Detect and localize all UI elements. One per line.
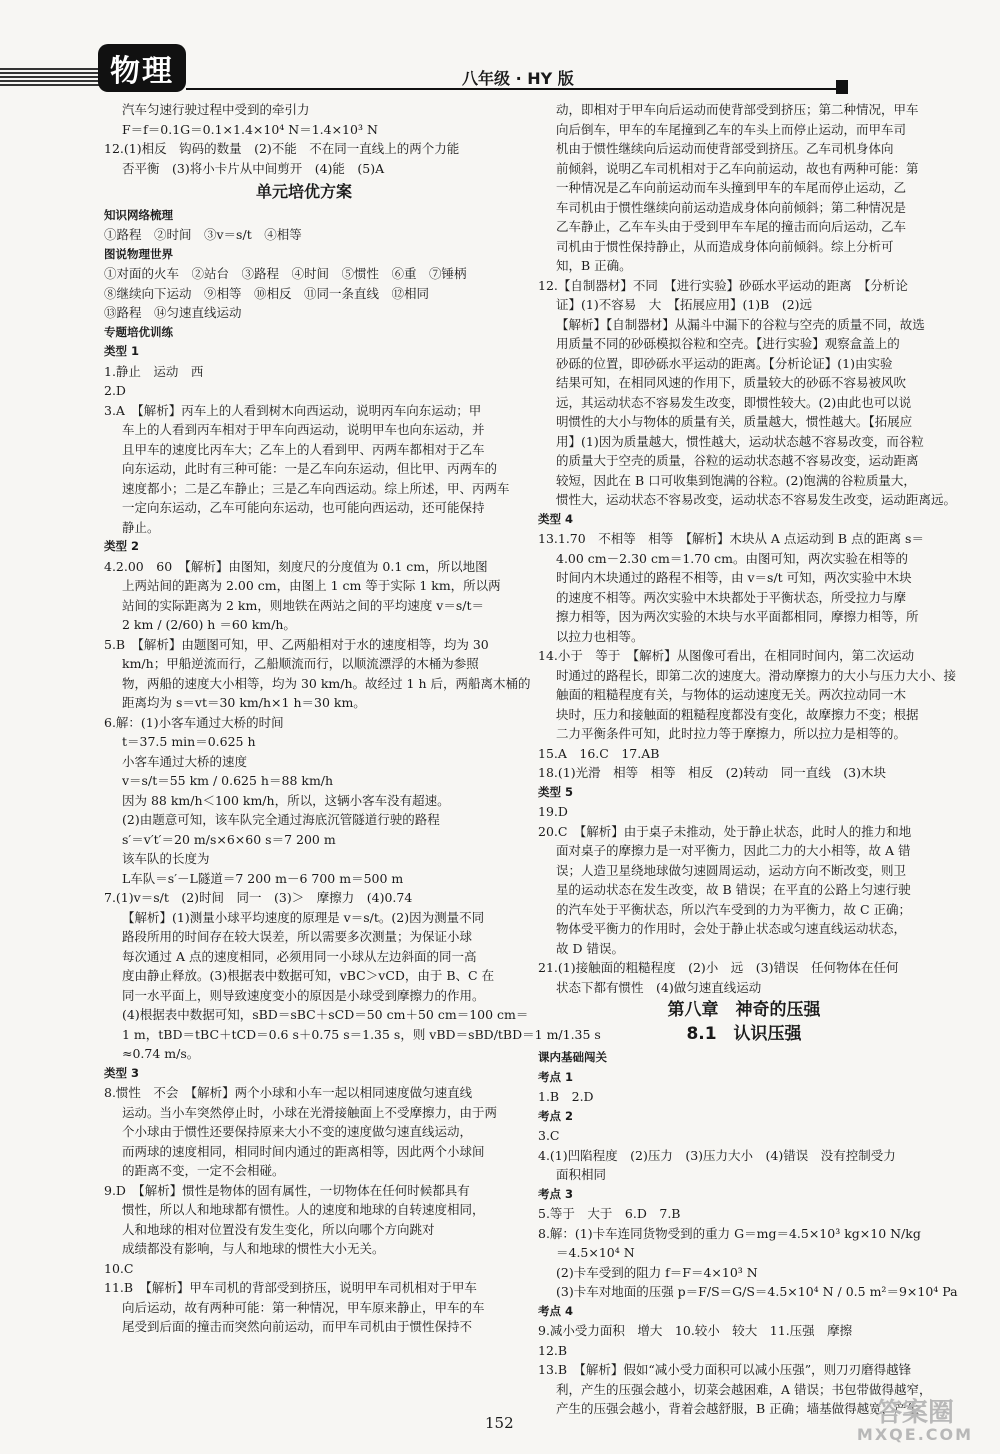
answer-line: km/h；甲船逆流而行，乙船顺流而行，以顺流漂浮的木桶为参照 xyxy=(122,656,479,671)
subject-logo: 物理 xyxy=(98,44,186,92)
section-heading: 考点 4 xyxy=(538,1303,574,1318)
answer-line: ①路程 ②时间 ③v＝s/t ④相等 xyxy=(104,227,302,242)
answer-line: 的距离不变，一定不会相碰。 xyxy=(122,1163,285,1178)
answer-line: 司机由于惯性保持静止，从而造成身体向前倾斜。综上分析可 xyxy=(556,238,894,254)
answer-line: 1 m，tBD＝tBC＋tCD＝0.6 s＋0.75 s＝1.35 s，则 vBD＝sBD/tBD＝1 m/1.35 s xyxy=(122,1026,601,1042)
section-heading: 类型 1 xyxy=(104,344,140,358)
answer-line: (2)由题意可知，该车队完全通过海底沉管隧道行驶的路程 xyxy=(122,812,440,827)
answer-line: 10.C xyxy=(104,1260,134,1276)
answer-line: 1.静止 运动 西 xyxy=(104,363,204,379)
answer-line: 误；人造卫星绕地球做匀速圆周运动，运动方向不断改变，则卫 xyxy=(556,862,907,878)
answer-line: v＝s/t＝55 km / 0.625 h＝88 km/h xyxy=(122,773,334,788)
answer-line: 路段所用的时间存在较大误差，所以需要多次测量；为保证小球 xyxy=(122,929,473,944)
answer-line: 8.解：(1)卡车连同货物受到的重力 G＝mg＝4.5×10³ kg×10 N/kg xyxy=(538,1225,921,1241)
answer-line: 向东运动，此时有三种可能：一是乙车向东运动，但比甲、丙两车的 xyxy=(122,461,498,476)
answer-line: 成绩都没有影响，与人和地球的惯性大小无关。 xyxy=(122,1241,385,1256)
answer-line: 每次通过 A 点的速度相同，必须用同一小球从左边斜面的同一高 xyxy=(122,948,477,964)
answer-line: 触面的粗糙程度有关，与物体的运动速度无关。两次拉动同一木 xyxy=(556,687,907,702)
grade-label: 八年级 · HY 版 xyxy=(462,69,574,88)
answer-line: 14.小于 等于 【解析】从图像可看出，在相同时间内，第二次运动 xyxy=(538,648,915,663)
section-heading: 考点 3 xyxy=(538,1186,574,1201)
answer-line: 的质量大于空壳的质量，谷粒的运动状态越不容易改变，运动距离 xyxy=(556,453,919,468)
section-heading: 考点 1 xyxy=(538,1069,574,1084)
answer-line: 且甲车的速度比丙车大；乙车上的人看到甲、丙两车都相对于乙车 xyxy=(122,441,485,457)
answer-line: 物，两船的速度大小相等，均为 30 km/h。故经过 1 h 后，两船离木桶的 xyxy=(122,675,531,691)
answer-line: 12.(1)相反 钩码的数量 (2)不能 不在同一直线上的两个力能 xyxy=(104,141,460,156)
page-header xyxy=(0,0,1000,100)
answer-line: 2 km / (2/60) h ＝60 km/h。 xyxy=(122,617,296,632)
answer-line: 13.B 【解析】假如“减小受力面积可以减小压强”，则刀刃磨得越锋 xyxy=(538,1362,912,1377)
answer-line: 静止。 xyxy=(122,519,160,535)
answer-line: 机由于惯性继续向后运动而使背部受到挤压。乙车司机身体向 xyxy=(556,141,894,156)
answer-line: L车队＝s′－L隧道＝7 200 m－6 700 m＝500 m xyxy=(122,870,404,886)
answer-line: 【解析】【自制器材】从漏斗中漏下的谷粒与空壳的质量不同，故选 xyxy=(556,316,925,332)
section-heading: 课内基础闯关 xyxy=(538,1050,607,1064)
answer-line: ①对面的火车 ②站台 ③路程 ④时间 ⑤惯性 ⑥重 ⑦锤柄 xyxy=(104,266,467,281)
answer-line: 速度都小；二是乙车静止；三是乙车向西运动。综上所述，甲、丙两车 xyxy=(122,480,510,496)
answer-line: 车司机由于惯性继续向前运动造成身体向前倾斜；第二种情况是 xyxy=(556,199,907,215)
answer-line: 利，产生的压强会越小，切菜会越困难，A 错误；书包带做得越窄， xyxy=(556,1381,932,1397)
answer-line: 较短，因此在 B 口可收集到饱满的谷粒。(2)饱满的谷粒质量大， xyxy=(556,472,916,488)
answer-line: 面积相同 xyxy=(556,1167,607,1182)
answer-line: 4.00 cm－2.30 cm＝1.70 cm。由图可知，两次实验在相等的 xyxy=(556,550,908,566)
answer-line: 5.等于 大于 6.D 7.B xyxy=(538,1206,681,1221)
answer-line: 距离均为 s＝vt＝30 km/h×1 h＝30 km。 xyxy=(122,695,366,710)
answer-line: s′＝v′t′＝20 m/s×6×60 s＝7 200 m xyxy=(122,831,336,847)
answer-line: 12.B xyxy=(538,1342,568,1358)
answer-line: 产生的压强会越小，背着会越舒服，B 正确；墙基做得越宽，产生 xyxy=(556,1401,920,1416)
answer-line: 20.C 【解析】由于桌子未推动，处于静止状态，此时人的推力和地 xyxy=(538,823,912,839)
answer-line: ＝4.5×10⁴ N xyxy=(556,1245,635,1260)
answer-line: 9.减小受力面积 增大 10.较小 较大 11.压强 摩擦 xyxy=(538,1323,853,1338)
answer-line: 二力平衡条件可知，此时拉力等于摩擦力，所以拉力是相等的。 xyxy=(556,726,907,741)
answer-line: t＝37.5 min＝0.625 h xyxy=(122,734,256,749)
answer-line: 用】(1)因为质量越大，惯性越大，运动状态越不容易改变，而谷粒 xyxy=(556,433,924,449)
answer-line: 证】(1)不容易 大 【拓展应用】(1)B (2)远 xyxy=(556,297,813,312)
answer-line: 时通过的路程长，即第二次的速度大。滑动摩擦力的大小与压力大小、接 xyxy=(556,667,957,683)
answer-line: 的汽车处于平衡状态，所以汽车受到的力为平衡力，故 C 正确； xyxy=(556,901,912,917)
answer-line: 车上的人看到丙车相对于甲车向西运动，说明甲车也向东运动，并 xyxy=(122,422,485,437)
answer-line: ⑬路程 ⑭匀速直线运动 xyxy=(104,305,242,320)
answer-line: 前倾斜，说明乙车司机相对于乙车向前运动，故也有两种可能：第 xyxy=(556,160,919,176)
section-heading: 图说物理世界 xyxy=(104,246,173,261)
answer-line: 同一水平面上，则导致速度变小的原因是小球受到摩擦力的作用。 xyxy=(122,987,485,1003)
answer-line: 站间的实际距离为 2 km，则地铁在两站之间的平均速度 v＝s/t＝ xyxy=(122,597,485,613)
answer-line: 4.(1)凹陷程度 (2)压力 (3)压力大小 (4)错误 没有控制受力 xyxy=(538,1147,896,1163)
answer-line: 块时，压力和接触面的粗糙程度都没有变化，故摩擦力不变；根据 xyxy=(556,706,919,722)
answer-line: 2.D xyxy=(104,383,126,398)
answer-line: 以拉力也相等。 xyxy=(556,628,644,644)
answer-line: 擦力相等，因为两次实验的木块与水平面都相同，摩擦力相等，所 xyxy=(556,609,919,624)
section-heading: 专题培优训练 xyxy=(104,324,173,339)
answer-line: (4)根据表中数据可知，sBD＝sBC＋sCD＝50 cm＋50 cm＝100 cm＝ xyxy=(122,1007,529,1022)
answer-line: 3.A 【解析】丙车上的人看到树木向西运动，说明丙车向东运动；甲 xyxy=(104,402,482,418)
answer-line: 12.【自制器材】不同 【进行实验】砂砾水平运动的距离 【分析论 xyxy=(538,277,908,293)
answer-line: 向后倒车，甲车的车尾撞到乙车的车头上而停止运动，而甲车司 xyxy=(556,121,907,137)
answer-line: 远，其运动状态不容易发生改变，即惯性较大。(2)由此也可以说 xyxy=(556,394,912,410)
answer-line: 否平衡 (3)将小卡片从中间剪开 (4)能 (5)A xyxy=(122,160,385,176)
answer-line: 故 D 错误。 xyxy=(556,940,624,956)
answer-line: 6.解：(1)小客车通过大桥的时间 xyxy=(104,714,284,730)
answer-line: (3)卡车对地面的压强 p＝F/S＝G/S＝4.5×10⁴ N / 0.5 m²＝9×10⁴ Pa xyxy=(556,1284,958,1299)
answer-line: 小客车通过大桥的速度 xyxy=(122,753,248,769)
answer-line: 13.1.70 不相等 相等 【解析】木块从 A 点运动到 B 点的距离 s＝ xyxy=(538,531,924,546)
section-heading: 知识网络梳理 xyxy=(104,207,173,222)
answer-line: 19.D xyxy=(538,804,568,819)
answer-line: 3.C xyxy=(538,1128,560,1143)
answer-line: 上两站间的距离为 2.00 cm，由图上 1 cm 等于实际 1 km，所以两 xyxy=(122,578,501,593)
watermark-logo: 答案圈 MXQE.COM xyxy=(856,1398,974,1444)
answer-line: 21.(1)接触面的粗糙程度 (2)小 远 (3)错误 任何物体在任何 xyxy=(538,960,899,975)
answer-line: 状态下都有惯性 (4)做匀速直线运动 xyxy=(556,979,762,995)
section-heading: 单元培优方案 xyxy=(255,182,352,201)
answer-line: 5.B 【解析】由题图可知，甲、乙两船相对于水的速度相等，均为 30 xyxy=(104,636,489,652)
answer-line: 个小球由于惯性还要保持原来大小不变的速度做匀速直线运动， xyxy=(122,1124,473,1139)
answer-line: (2)卡车受到的阻力 f＝F＝4×10³ N xyxy=(556,1264,758,1280)
header-block-mark xyxy=(836,80,848,94)
answer-line: 乙车静止，乙车车头由于受到甲车车尾的撞击而向后运动，乙车 xyxy=(556,219,907,234)
header-stripes xyxy=(0,68,105,88)
answer-line: 的速度不相等。两次实验中木块都处于平衡状态，所受拉力与摩 xyxy=(556,589,907,605)
answer-line: 运动。当小车突然停止时，小球在光滑接触面上不受摩擦力，由于两 xyxy=(122,1104,498,1120)
answer-line: 汽车匀速行驶过程中受到的牵引力 xyxy=(122,102,310,117)
answer-line: 18.(1)光滑 相等 相等 相反 (2)转动 同一直线 (3)木块 xyxy=(538,765,886,780)
answer-line: 一种情况是乙车向前运动而车头撞到甲车的车尾而停止运动，乙 xyxy=(556,180,907,195)
answer-line: 因为 88 km/h＜100 km/h，所以，这辆小客车没有超速。 xyxy=(122,792,450,808)
answer-line: 8.惯性 不会 【解析】两个小球和小车一起以相同速度做匀速直线 xyxy=(104,1085,473,1100)
answer-line: ⑧继续向下运动 ⑨相等 ⑩相反 ⑪同一条直线 ⑫相同 xyxy=(104,285,430,301)
page-number: 152 xyxy=(485,1414,514,1432)
answer-line: 一定向东运动，乙车可能向东运动，也可能向西运动，还可能保持 xyxy=(122,500,485,515)
answer-line: 人和地球的相对位置没有发生变化，所以向哪个方向跳对 xyxy=(122,1221,435,1237)
answer-line: 用质量不同的砂砾模拟谷粒和空壳。【进行实验】观察盒盖上的 xyxy=(556,336,900,351)
answer-line: 明惯性的大小与物体的质量有关，质量越大，惯性越大。【拓展应 xyxy=(556,414,913,429)
answer-line: ≈0.74 m/s。 xyxy=(122,1046,200,1061)
section-heading: 第八章 神奇的压强 xyxy=(667,1000,821,1020)
answer-line: 惯性大，运动状态不容易改变，运动状态不容易发生改变，运动距离远。 xyxy=(556,492,957,507)
section-heading: 类型 5 xyxy=(538,784,574,799)
answer-line: 1.B 2.D xyxy=(538,1089,594,1104)
answer-line: 度由静止释放。(3)根据表中数据可知，vBC＞vCD，由于 B、C 在 xyxy=(122,968,495,983)
section-heading: 类型 4 xyxy=(538,511,574,526)
answer-line: 而两球的速度相同，相同时间内通过的距离相等，因此两个小球间 xyxy=(122,1143,485,1159)
answer-line: 动，即相对于甲车向后运动而使背部受到挤压；第二种情况，甲车 xyxy=(556,102,919,117)
answer-line: 时间内木块通过的路程不相等，由 v＝s/t 可知，两次实验中木块 xyxy=(556,570,912,585)
answer-line: 惯性，所以人和地球都有惯性。人的速度和地球的自转速度相同， xyxy=(122,1202,485,1217)
answer-line: 面对桌子的摩擦力是一对平衡力，因此二力的大小相等，故 A 错 xyxy=(556,843,911,858)
section-heading: 类型 3 xyxy=(104,1065,140,1080)
section-heading: 考点 2 xyxy=(538,1108,574,1123)
answer-line: 结果可知，在相同风速的作用下，质量较大的砂砾不容易被风吹 xyxy=(556,375,907,390)
answer-line: 4.2.00 60 【解析】由图知，刻度尺的分度值为 0.1 cm，所以地图 xyxy=(104,558,488,574)
answer-line: 向后运动，故有两种可能：第一种情况，甲车原来静止，甲车的车 xyxy=(122,1299,485,1315)
answer-line: 星的运动状态在发生改变，故 B 错误；在平直的公路上匀速行驶 xyxy=(556,882,911,897)
answer-line: 该车队的长度为 xyxy=(122,851,210,866)
answer-line: 砂砾的位置，即砂砾水平运动的距离。【分析论证】(1)由实验 xyxy=(556,355,893,371)
answer-line: 15.A 16.C 17.AB xyxy=(538,745,660,761)
answer-line: 【解析】(1)测量小球平均速度的原理是 v＝s/t。(2)因为测量不同 xyxy=(122,909,485,925)
section-heading: 类型 2 xyxy=(104,539,140,553)
answer-line: 9.D 【解析】惯性是物体的固有属性，一切物体在任何时候都具有 xyxy=(104,1182,470,1198)
answer-line: 知，B 正确。 xyxy=(556,258,632,273)
answer-line: 物体受平衡力的作用时，会处于静止状态或匀速直线运动状态， xyxy=(556,921,907,936)
answer-line: 尾受到后面的撞击而突然向前运动，而甲车司机由于惯性保持不 xyxy=(122,1319,473,1334)
answer-line: F＝f＝0.1G＝0.1×1.4×10⁴ N＝1.4×10³ N xyxy=(122,121,378,137)
answer-line: 7.(1)v＝s/t (2)时间 同一 (3)＞ 摩擦力 (4)0.74 xyxy=(104,890,413,905)
section-heading: 8.1 认识压强 xyxy=(686,1023,802,1044)
answer-line: 11.B 【解析】甲车司机的背部受到挤压，说明甲车司机相对于甲车 xyxy=(104,1280,477,1295)
right-column xyxy=(538,100,958,1419)
